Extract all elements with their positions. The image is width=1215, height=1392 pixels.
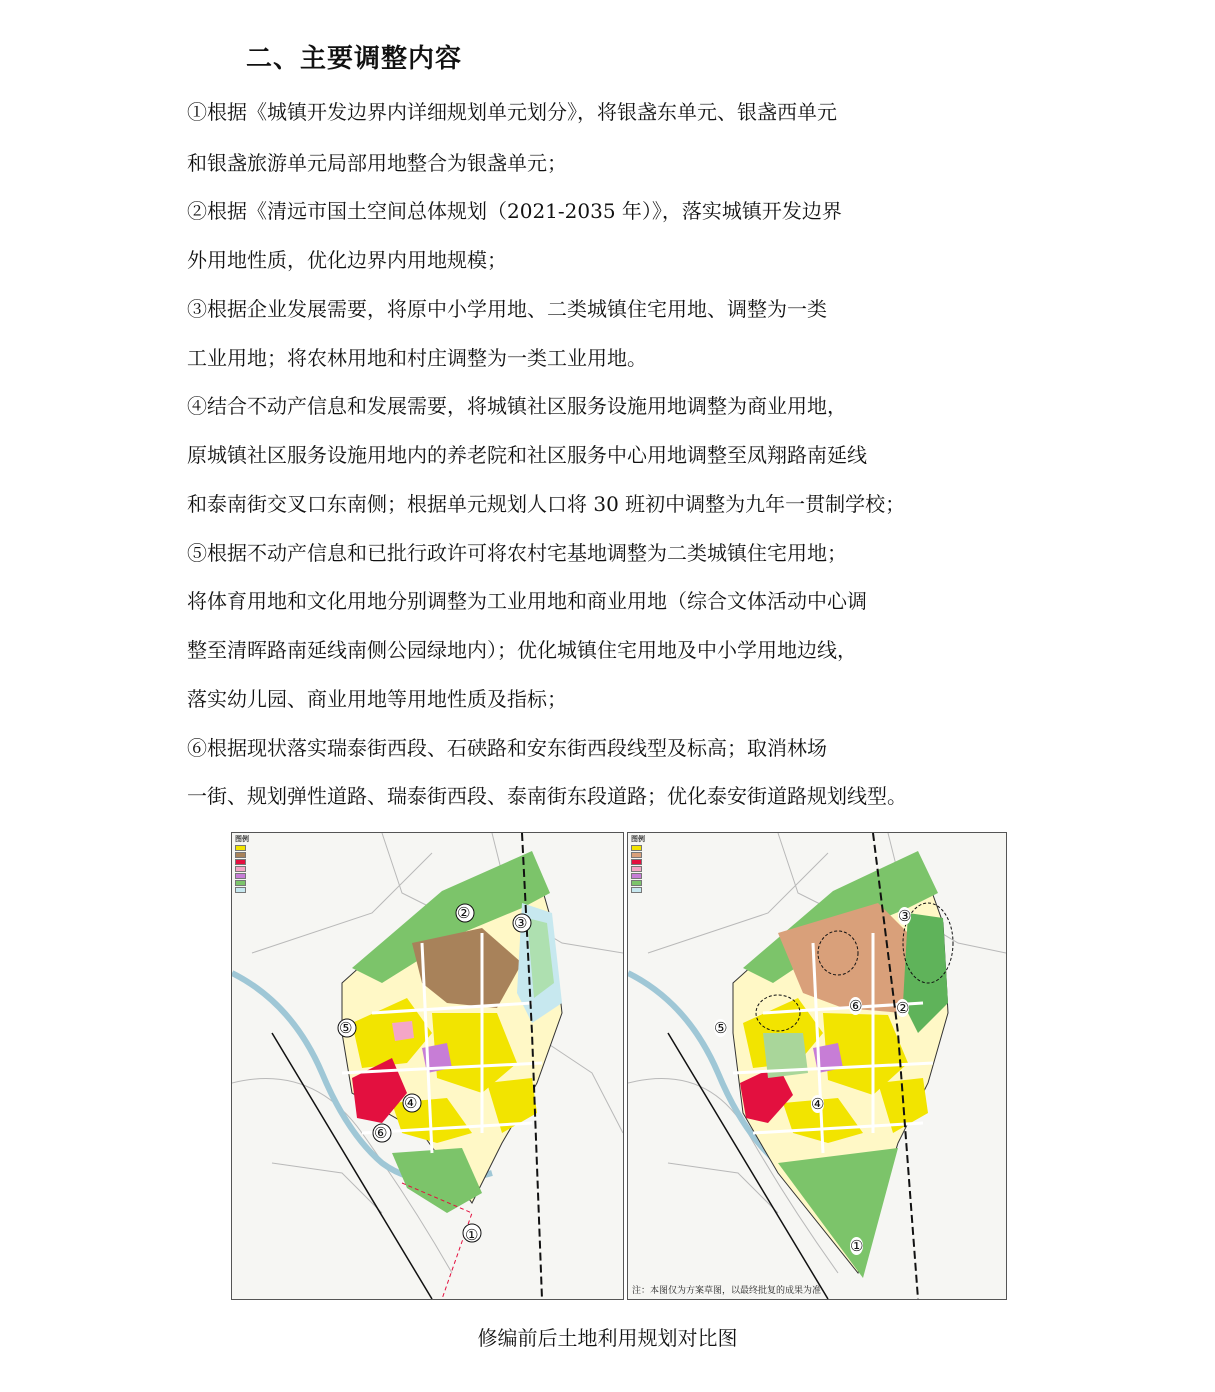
map-before-graphic [232,833,623,1299]
paragraph-2-line-1: ②根据《清远市国土空间总体规划（2021-2035 年）》，落实城镇开发边界 [187,199,842,223]
legend-swatch-education [235,865,343,872]
paragraph-4-line-1: ④结合不动产信息和发展需要，将城镇社区服务设施用地调整为商业用地， [187,394,847,418]
paragraph-4-line-2: 原城镇社区服务设施用地内的养老院和社区服务中心用地调整至凤翔路南延线 [187,443,867,467]
paragraph-5-line-1: ⑤根据不动产信息和已批行政许可将农村宅基地调整为二类城镇住宅用地； [187,541,847,565]
marker-after-4: ④ [811,1095,825,1113]
figure-caption: 修编前后土地利用规划对比图 [477,1326,738,1350]
marker-before-4: ④ [404,1094,418,1112]
land-use-map-after [627,832,1007,1300]
map-after-note: 注：本图仅为方案草图，以最终批复的成果为准 [632,1286,822,1296]
marker-before-5: ⑤ [339,1019,353,1037]
marker-after-2: ② [896,999,910,1017]
paragraph-1-line-1: ①根据《城镇开发边界内详细规划单元划分》，将银盏东单元、银盏西单元 [187,100,837,124]
marker-before-1: ① [465,1226,479,1244]
map-after-legend-title: 图例 [631,835,645,843]
paragraph-6-line-1: ⑥根据现状落实瑞泰街西段、石硖路和安东街西段线型及标高；取消林场 [187,736,827,760]
legend-swatch-water [235,886,343,893]
paragraph-4-line-3: 和泰南街交叉口东南侧；根据单元规划人口将 30 班初中调整为九年一贯制学校； [187,492,906,516]
marker-before-2: ② [457,904,471,922]
map-before-legend-title: 图例 [235,835,249,843]
legend-swatch-residential-after [631,844,739,851]
map-after-graphic [628,833,1006,1299]
marker-after-5: ⑤ [714,1019,728,1037]
legend-swatch-commercial-after [631,858,739,865]
section-title: 二、主要调整内容 [246,44,463,74]
paragraph-3-line-2: 工业用地；将农林用地和村庄调整为一类工业用地。 [187,346,647,370]
map-after-legend [631,836,739,893]
paragraph-3-line-1: ③根据企业发展需要，将原中小学用地、二类城镇住宅用地、调整为一类 [187,297,827,321]
marker-after-3: ③ [898,907,912,925]
legend-swatch-education-after [631,865,739,872]
marker-after-1: ① [850,1237,864,1255]
legend-swatch-residential [235,844,343,851]
paragraph-5-line-2: 将体育用地和文化用地分别调整为工业用地和商业用地（综合文体活动中心调 [187,589,867,613]
paragraph-5-line-3: 整至清晖路南延线南侧公园绿地内）；优化城镇住宅用地及中小学用地边线， [187,638,857,662]
legend-swatch-facility [235,872,343,879]
paragraph-1-line-2: 和银盏旅游单元局部用地整合为银盏单元； [187,151,567,175]
marker-before-6: ⑥ [374,1124,388,1142]
paragraph-5-line-4: 落实幼儿园、商业用地等用地性质及指标； [187,687,567,711]
legend-swatch-green [235,879,343,886]
legend-swatch-facility-after [631,872,739,879]
paragraph-6-line-2: 一街、规划弹性道路、瑞泰街西段、泰南街东段道路；优化泰安街道路规划线型。 [187,784,907,808]
marker-after-6: ⑥ [849,997,863,1015]
legend-swatch-water-after [631,886,739,893]
legend-swatch-industrial-after [631,851,739,858]
map-before-legend [235,836,343,893]
marker-before-3: ③ [514,914,528,932]
land-use-map-before [231,832,624,1300]
paragraph-2-line-2: 外用地性质，优化边界内用地规模； [187,248,507,272]
legend-swatch-industrial [235,851,343,858]
legend-swatch-commercial [235,858,343,865]
legend-swatch-green-after [631,879,739,886]
